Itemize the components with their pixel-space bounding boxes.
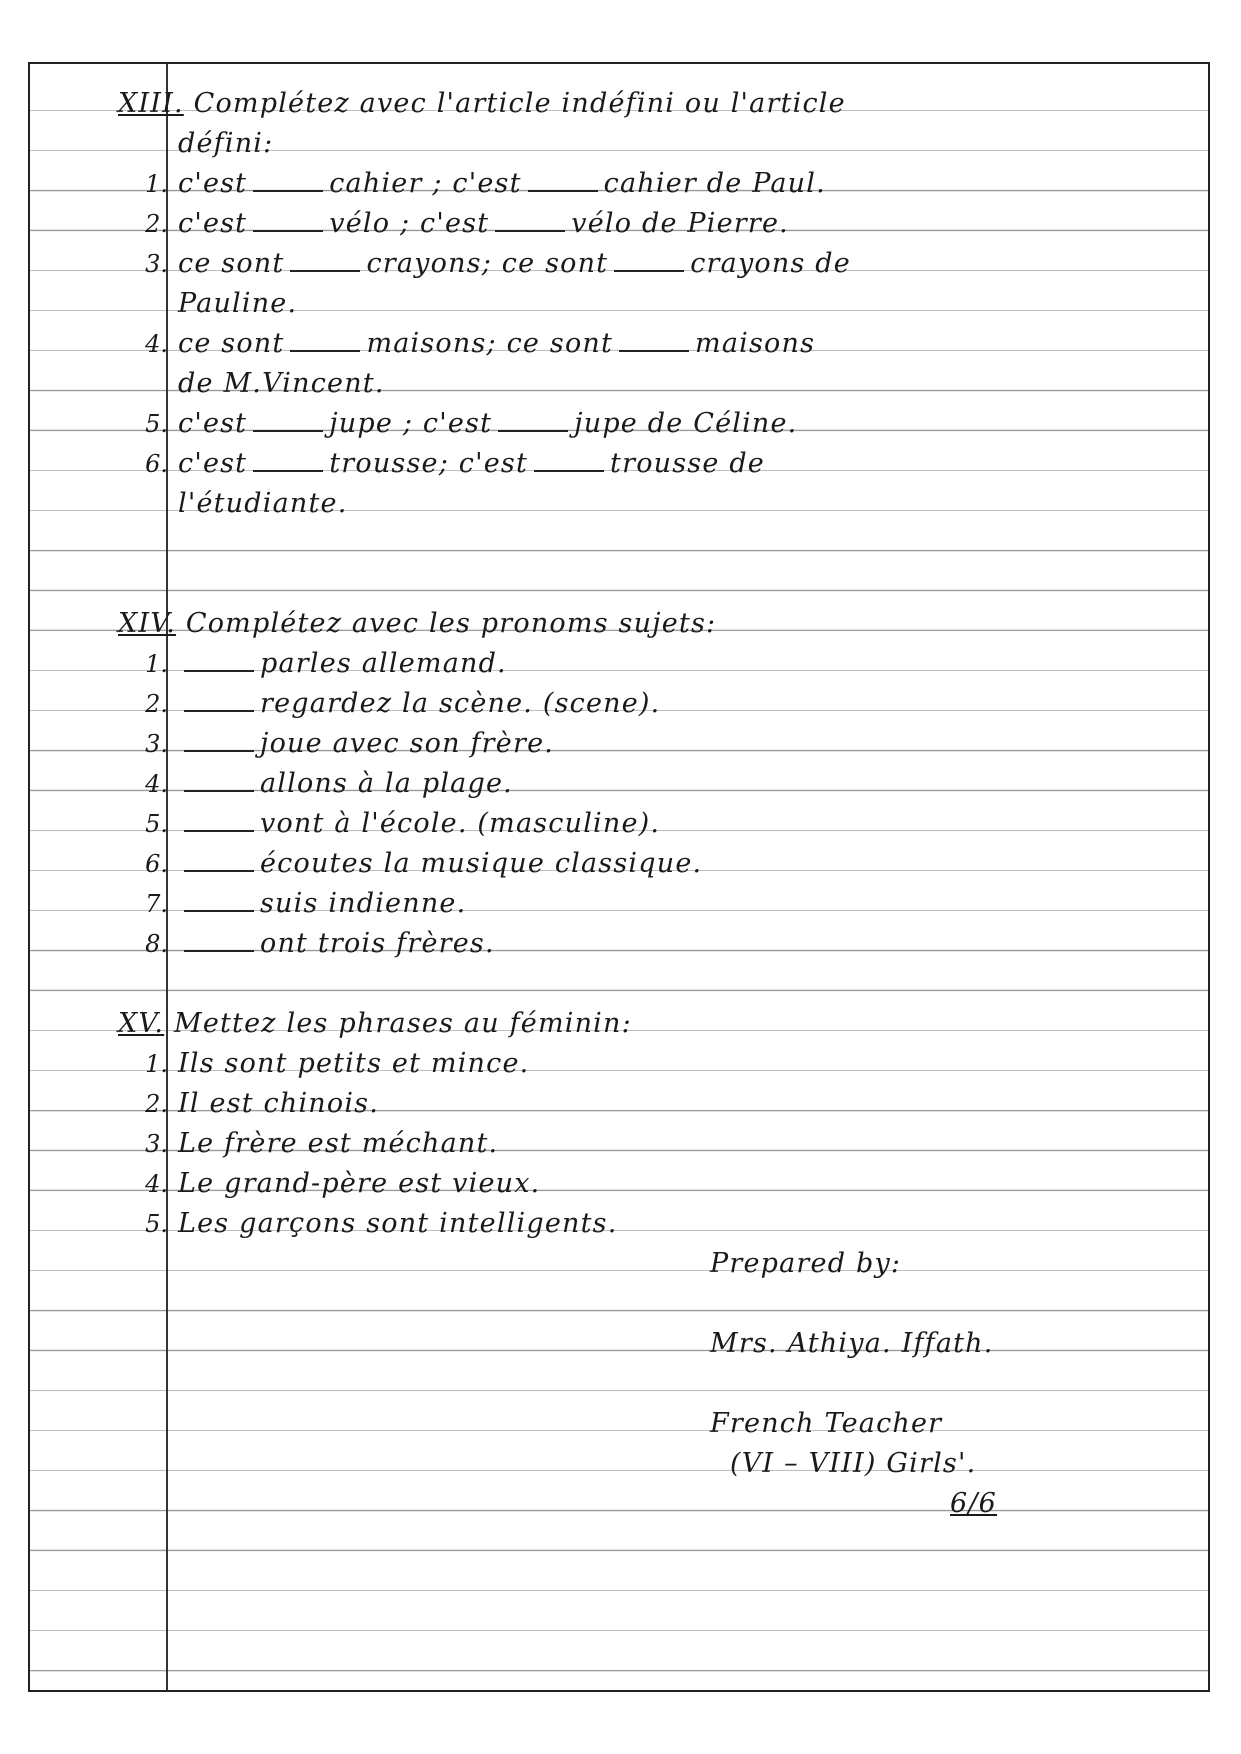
item-number: 4.: [145, 770, 168, 798]
item-number: 7.: [145, 890, 168, 918]
item-number: 5.: [145, 1210, 168, 1238]
item-number: 5.: [145, 810, 168, 838]
item-number: 3.: [145, 250, 168, 278]
answer-blank: [184, 928, 254, 952]
answer-blank: [619, 328, 689, 352]
answer-blank: [528, 168, 598, 192]
item-number: 2.: [145, 1090, 168, 1118]
item-text: [178, 644, 507, 684]
item-number: 5.: [145, 410, 168, 438]
item-number: 4.: [145, 330, 168, 358]
item-sentence: vont à l'école. (masculine).: [260, 808, 661, 839]
item-number: 2.: [145, 210, 168, 238]
item-text: ce sont maisons; ce sont maisons: [178, 328, 816, 359]
item-sentence: Le frère est méchant.: [178, 1128, 499, 1159]
item-text: [178, 1204, 617, 1244]
answer-blank: [290, 248, 360, 272]
item-number: 3.: [145, 1130, 168, 1158]
item-text: [178, 764, 513, 804]
answer-blank: [253, 448, 323, 472]
item-text: ce sont crayons; ce sont crayons de: [178, 248, 851, 279]
item-text-cont: l'étudiante.: [178, 488, 348, 519]
answer-blank: [534, 448, 604, 472]
item-text: c'est jupe ; c'est jupe de Céline.: [178, 408, 798, 439]
section-13-instruction: Complétez avec l'article indéfini ou l'article: [193, 88, 846, 119]
item-text: [178, 924, 495, 964]
answer-blank: [290, 328, 360, 352]
item-number: 3.: [145, 730, 168, 758]
item-text: [178, 844, 702, 884]
item-text: [178, 1084, 379, 1124]
answer-blank: [253, 208, 323, 232]
notebook-page: [28, 62, 1210, 1692]
item-number: 6.: [145, 850, 168, 878]
section-14-instruction: Complétez avec les pronoms sujets:: [185, 608, 717, 639]
item-text: [178, 1044, 529, 1084]
item-number: 4.: [145, 1170, 168, 1198]
page-number: 6/6: [950, 1488, 998, 1519]
item-text-cont: Pauline.: [178, 288, 298, 319]
item-sentence: Le grand-père est vieux.: [178, 1168, 541, 1199]
section-13-heading: [118, 84, 846, 124]
teacher-name: Mrs. Athiya. Iffath.: [710, 1328, 994, 1359]
item-text-cont: de M.Vincent.: [178, 368, 385, 399]
item-number: 2.: [145, 690, 168, 718]
teacher-role: French Teacher: [710, 1408, 943, 1439]
item-text: c'est cahier ; c'est cahier de Paul.: [178, 168, 826, 199]
item-sentence: regardez la scène. (scene).: [260, 688, 661, 719]
item-number: 8.: [145, 930, 168, 958]
section-15-numeral: XV.: [118, 1008, 165, 1039]
item-text: c'est vélo ; c'est vélo de Pierre.: [178, 208, 789, 239]
item-text: [178, 1124, 498, 1164]
section-15-heading: [118, 1004, 632, 1044]
answer-blank: [184, 848, 254, 872]
answer-blank: [184, 888, 254, 912]
answer-blank: [614, 248, 684, 272]
item-sentence: parles allemand.: [260, 648, 507, 679]
item-text: [178, 724, 554, 764]
item-text: [178, 804, 660, 844]
item-sentence: Ils sont petits et mince.: [178, 1048, 530, 1079]
item-number: 6.: [145, 450, 168, 478]
answer-blank: [498, 408, 568, 432]
item-text: [178, 1164, 540, 1204]
prepared-by-label: Prepared by:: [710, 1248, 902, 1279]
answer-blank: [253, 168, 323, 192]
answer-blank: [495, 208, 565, 232]
item-sentence: suis indienne.: [260, 888, 467, 919]
item-sentence: écoutes la musique classique.: [260, 848, 703, 879]
item-text: [178, 884, 466, 924]
answer-blank: [184, 728, 254, 752]
section-13-instruction-cont: défini:: [178, 128, 274, 159]
item-sentence: Les garçons sont intelligents.: [178, 1208, 618, 1239]
item-sentence: joue avec son frère.: [260, 728, 555, 759]
item-text: c'est trousse; c'est trousse de: [178, 448, 765, 479]
section-14-heading: [118, 604, 716, 644]
item-number: 1.: [145, 170, 168, 198]
section-14-numeral: XIV.: [118, 608, 177, 639]
answer-blank: [253, 408, 323, 432]
answer-blank: [184, 808, 254, 832]
item-sentence: allons à la plage.: [260, 768, 513, 799]
item-number: 1.: [145, 1050, 168, 1078]
answer-blank: [184, 768, 254, 792]
section-13-numeral: XIII.: [118, 88, 184, 119]
item-number: 1.: [145, 650, 168, 678]
teacher-grades: (VI – VIII) Girls'.: [730, 1448, 977, 1479]
item-sentence: Il est chinois.: [178, 1088, 380, 1119]
item-sentence: ont trois frères.: [260, 928, 495, 959]
answer-blank: [184, 688, 254, 712]
item-text: [178, 684, 660, 724]
answer-blank: [184, 648, 254, 672]
section-15-instruction: Mettez les phrases au féminin:: [173, 1008, 632, 1039]
